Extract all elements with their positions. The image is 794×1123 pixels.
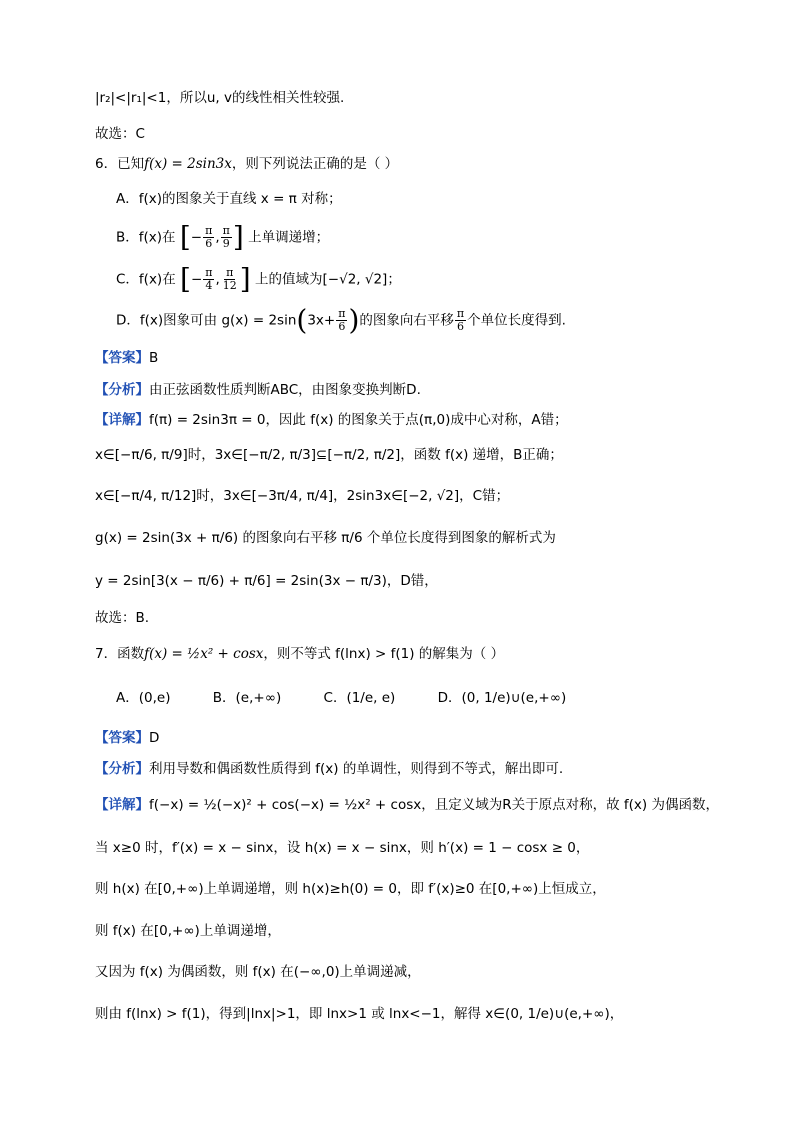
q6-choose: 故选：B.: [95, 610, 150, 626]
q7-detail-5: 又因为 f(x) 为偶函数，则 f(x) 在(−∞,0)上单调递减，: [95, 964, 421, 980]
q6-detail-2: x∈[−π/6, π/9]时，3x∈[−π/2, π/3]⊆[−π/2, π/2]，函数 f(x) 递增，B正确；: [95, 447, 563, 463]
q7-detail-3: 则 h(x) 在[0,+∞)上单调递增，则 h(x)≥h(0) = 0，即 f′(x)≥0 在[0,+∞)上恒成立，: [95, 881, 606, 897]
q7-answer: 【答案】D: [95, 730, 160, 746]
q7-detail-6: 则由 f(lnx) > f(1)，得到|lnx|>1，即 lnx>1 或 lnx<−1，解得 x∈(0, 1/e)∪(e,+∞)，: [95, 1006, 624, 1022]
q7-analysis: 【分析】利用导数和偶函数性质得到 f(x) 的单调性，则得到不等式，解出即可.: [95, 761, 564, 777]
q7-option-d: D．(0, 1/e)∪(e,+∞): [437, 690, 567, 706]
q6-detail-1: 【详解】f(π) = 2sin3π = 0，因此 f(x) 的图象关于点(π,0)成中心对称，A错；: [95, 412, 568, 428]
q6-detail-4: g(x) = 2sin(3x + π/6) 的图象向右平移 π/6 个单位长度得到图象的解析式为: [95, 530, 556, 546]
q7-detail-1: 【详解】f(−x) = ½(−x)² + cos(−x) = ½x² + cosx，且定义域为R关于原点对称，故 f(x) 为偶函数，: [95, 797, 719, 813]
q6-option-c: C．f(x)在 [− $\frac{\pi}{4}$ , $\frac{\pi}{12}$ ] 上的值域为[−√2, √2]；: [116, 262, 401, 296]
q7-detail-4: 则 f(x) 在[0,+∞)上单调递增，: [95, 923, 281, 939]
q6-detail-5: y = 2sin[3(x − π/6) + π/6] = 2sin(3x − π/3)，D错，: [95, 573, 438, 589]
line-choose-c: 故选：C: [95, 126, 145, 142]
q6-answer: 【答案】B: [95, 350, 159, 366]
q7-options: [116, 692, 566, 706]
q6-stem: 6．已知f(x) = 2sin3x，则下列说法正确的是（ ）: [95, 156, 399, 172]
q6-option-d: D．f(x)图象可由 g(x) = 2sin(3x+ $\frac{\pi}{6}$ )的图象向右平移 $\frac{\pi}{6}$ 个单位长度得到.: [116, 303, 566, 337]
q6-analysis: 【分析】由正弦函数性质判断ABC，由图象变换判断D.: [95, 382, 421, 398]
q7-option-a: A．(0,e): [116, 690, 171, 706]
q7-detail-2: 当 x≥0 时，f′(x) = x − sinx，设 h(x) = x − sinx，则 h′(x) = 1 − cosx ≥ 0，: [95, 840, 590, 856]
q7-stem: 7．函数f(x) = ½x² + cosx，则不等式 f(lnx) > f(1) 的解集为（ ）: [95, 646, 505, 662]
q6-detail-3: x∈[−π/4, π/12]时，3x∈[−3π/4, π/4]，2sin3x∈[−2, √2]，C错；: [95, 488, 510, 504]
q7-option-c: C．(1/e, e): [323, 690, 396, 706]
q7-option-b: B．(e,+∞): [212, 690, 282, 706]
line-correlation: |r₂|<|r₁|<1，所以u, v的线性相关性较强.: [95, 90, 345, 106]
q6-option-a: A．f(x)的图象关于直线 x = π 对称；: [116, 191, 342, 207]
q6-option-b: B．f(x)在 [− $\frac{\pi}{6}$ , $\frac{\pi}{9}$ ] 上单调递增；: [116, 220, 330, 254]
